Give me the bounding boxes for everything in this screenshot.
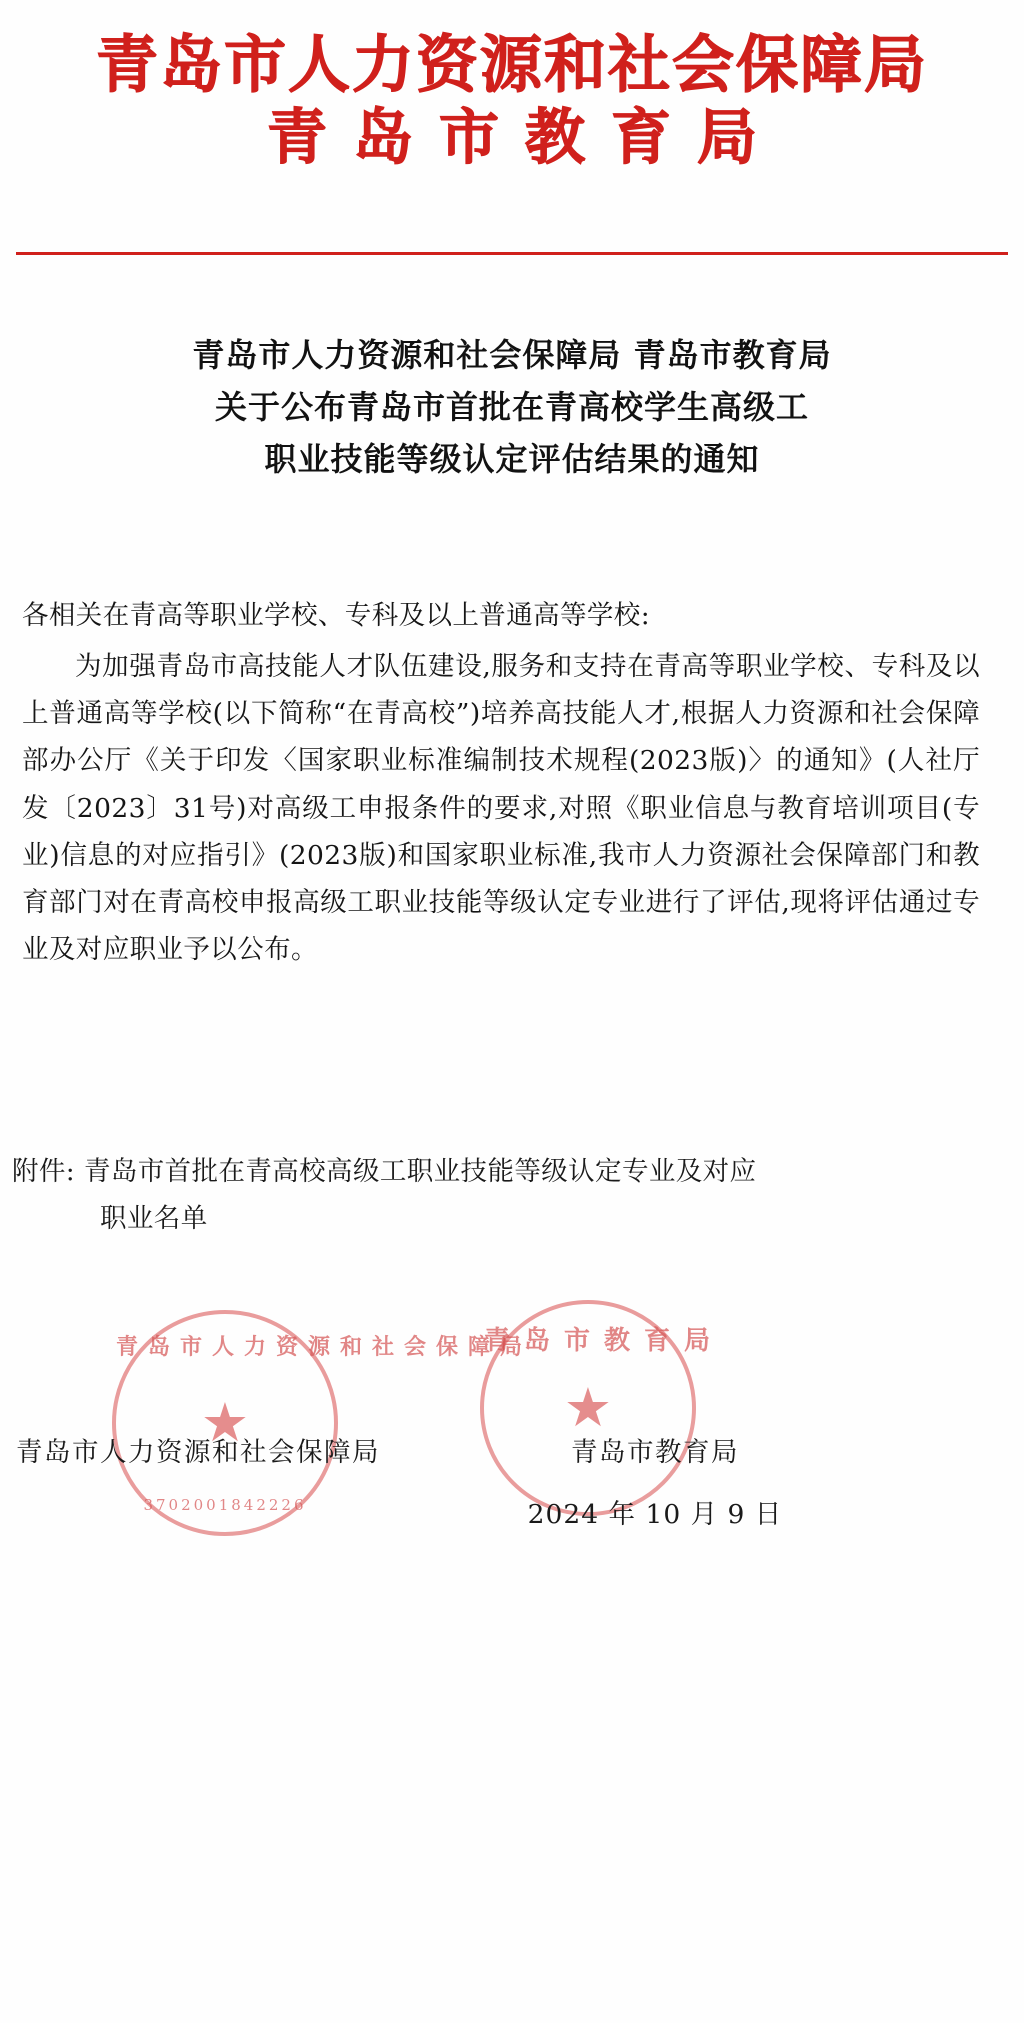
salutation: 各相关在青高等职业学校、专科及以上普通高等学校: [22,600,651,631]
attachment-line-2: 职业名单 [100,1203,208,1235]
title-line-1: 青岛市人力资源和社会保障局 青岛市教育局 [192,336,832,374]
seal-hr-bottom-text: 3702001842226 [143,1496,307,1514]
signature-left-organization: 青岛市人力资源和社会保障局 [16,1437,380,1468]
seal-edu-top-text: 青岛市教育局 [484,1326,725,1356]
letterhead-line-2: 青岛市教育局 [267,103,783,174]
star-icon: ★ [200,1391,250,1454]
page-title [62,330,962,485]
letterhead-rule [16,252,1008,255]
title-line-2: 关于公布青岛市首批在青高校学生高级工 [214,387,809,426]
body-paragraph-1: 为加强青岛市高技能人才队伍建设,服务和支持在青高等职业学校、专科及以上普通高等学校(以下简称“在青高校”)培养高技能人才,根据人力资源和社会保障部办公厅《关于印发〈国家职业标准编制技术规程(2023版)〉的通知》(人社厅发〔2023〕31号)对高级工申报条件的要求,对照《职业信息与教育培训项目(专业)信息的对应指引》(2023版)和国家职业标准,我市人力资源社会保障部门和教育部门对在青高校申报高级工职业技能等级认定专业进行了评估,现将评估通过专业及对应职业予以公布。 [22,651,980,966]
letterhead-line-1: 青岛市人力资源和社会保障局 [95,28,928,101]
seal-hr-top-text: 青岛市人力资源和社会保障局 [116,1334,533,1360]
letterhead [0,28,1024,176]
star-icon: ★ [563,1376,613,1439]
signature-right-organization: 青岛市教育局 [571,1437,739,1468]
seal-education-bureau [480,1300,725,1516]
document-body [22,592,980,973]
attachment-line-1: 附件: 青岛市首批在青高校高级工职业技能等级认定专业及对应 [12,1156,757,1187]
signature-date: 2024 年 10 月 9 日 [527,1499,783,1530]
title-line-3: 职业技能等级认定评估结果的通知 [264,439,760,478]
seal-human-resources [112,1310,533,1536]
attachment-note [12,1148,972,1242]
